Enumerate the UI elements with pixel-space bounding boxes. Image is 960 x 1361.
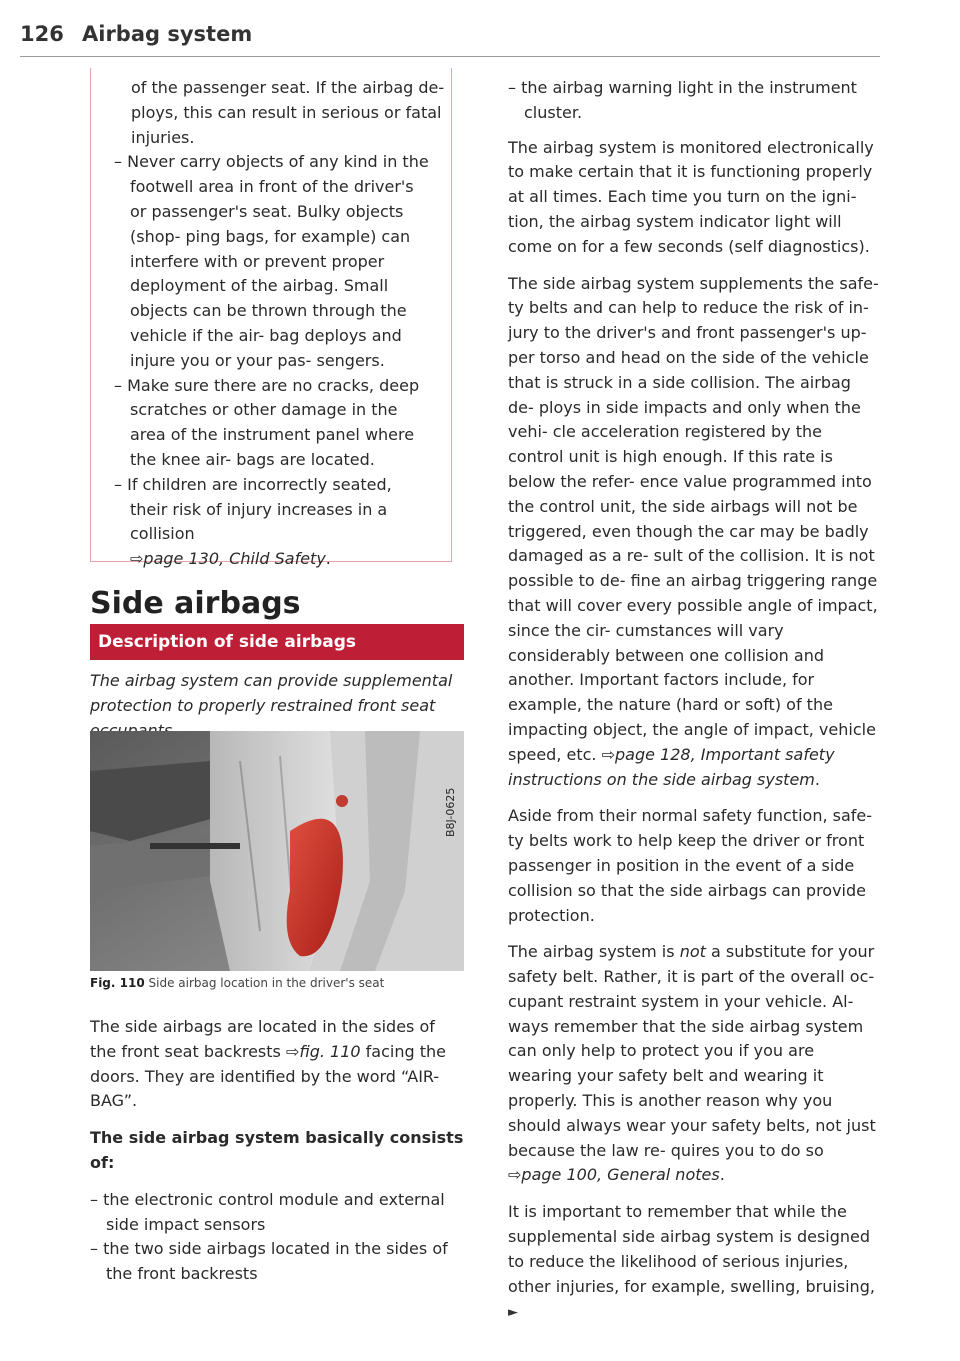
warning-intro-line-1: of the passenger seat. If the airbag de- — [131, 78, 445, 97]
figure-caption — [90, 976, 384, 990]
monitoring-paragraph: The airbag system is monitored electronically to make certain that it is functioning properly at all times. Each time you turn on the igni- tion, the airbag system indicator light will come on for a few seconds (self diagnostics). — [508, 137, 874, 256]
child-safety-link[interactable]: page 130, Child Safety — [143, 549, 326, 569]
warning-bullet-1: – Never carry objects of any kind in the footwell area in front of the driver's or passenger's seat. Bulky objects (shop- ping bags, for example) can interfere with or prevent proper deployment of the airbag. Small objects can be thrown through the vehicle if the air- bag deploys and injure you or your pas- sengers. — [114, 150, 433, 373]
page-header — [20, 22, 880, 57]
component-item-1: – the electronic control module and external side impact sensors — [90, 1188, 465, 1238]
lead-paragraph: The airbag system can provide supplemental protection to properly restrained front seat — [90, 671, 453, 715]
warning-bullet-2: – Make sure there are no cracks, deep scratches or other damage in the area of the instrument panel where the knee air- bags are located. — [114, 374, 433, 473]
important-safety-link[interactable]: page 128, Important safety instructions on the side airbag system — [508, 744, 835, 789]
warning-intro-line-3: injuries. — [131, 127, 195, 147]
warning-intro-line-2: ploys, this can result in serious or fatal — [131, 102, 442, 122]
component-item-3: – the airbag warning light in the instrument cluster. — [508, 76, 880, 126]
figure-code: B8J-0625 — [444, 787, 457, 837]
seat-illustration — [90, 731, 464, 971]
location-paragraph: The side airbags are located in the sides of the front seat backrests ⇨fig. 110 facing the doors. They are identified by the word “AIR- BAG”. — [90, 1017, 446, 1111]
continue-arrow-icon: ► — [508, 1305, 518, 1321]
warning-bullet-3: – If children are incorrectly seated, their risk of injury increases in a collision ⇨page 130, Child Safety. — [114, 473, 433, 572]
description-subheading: Description of side airbags — [90, 624, 464, 660]
figure-caption-text: Side airbag location in the driver's seat — [148, 976, 385, 990]
left-body — [90, 1015, 465, 1287]
not-substitute-paragraph: The airbag system is not a substitute for your safety belt. Rather, it is part of the overall oc- cupant restraint system in your vehicle. Al- ways remember that the side airbag system can only help to protect you if you are wearing your safety belt and wearing it properly. This is another reason why you should always wear your safety belts, not just because the law re- quires you to do so ⇨page 100, General notes. — [508, 942, 876, 1185]
side-airbags-heading: Side airbags — [90, 586, 301, 621]
reference-arrow-icon: ⇨ — [285, 1041, 300, 1061]
components-heading: The side airbag system basically consists of: — [90, 1128, 464, 1172]
right-body — [508, 76, 880, 1338]
components-list — [90, 1188, 465, 1287]
supplement-paragraph: The side airbag system supplements the safe- ty belts and can help to reduce the risk of in- jury to the driver's and front passenger's up- per torso and head on the side of the vehicle that is struck in a side collision. The airbag de- ploys in side impacts and only when the vehi- cle acceleration registered by the control unit is high enough. If this rate is below the refer- ence value programmed into the control unit, the side airbags will not be triggered, even though the car may be badly damaged as a re- sult of the collision. It is not possible to de- fine an airbag triggering range that will cover every possible angle of impact, since the cir- cumstances will vary considerably between one collision and another. Important factors include, for example, the nature (hard or soft) of the impacting object, the angle of impact, vehicle speed, etc. ⇨page 128, Important safety instructions on the side airbag system. — [508, 273, 879, 789]
warning-box — [90, 68, 452, 569]
page-number: 126 — [20, 22, 64, 46]
section-title: Airbag system — [82, 22, 253, 46]
general-notes-link[interactable]: page 100, General notes — [521, 1165, 720, 1185]
reference-arrow-icon: ⇨ — [130, 549, 144, 569]
side-airbag-figure — [90, 731, 464, 971]
reference-arrow-icon: ⇨ — [601, 744, 616, 764]
belt-function-paragraph: Aside from their normal safety function, safe- ty belts work to help keep the driver or front passenger in position in the event of a side collision so that the side airbags can provide protection. — [508, 806, 873, 925]
reference-arrow-icon: ⇨ — [508, 1165, 522, 1185]
component-item-2: – the two side airbags located in the sides of the front backrests — [90, 1237, 465, 1287]
figure-label: Fig. 110 — [90, 976, 145, 990]
injuries-paragraph: It is important to remember that while the supplemental side airbag system is designed to reduce the likelihood of serious injuries, other injuries, for example, swelling, bruising, ► — [508, 1202, 875, 1321]
fig-110-link[interactable]: fig. 110 — [299, 1041, 361, 1061]
